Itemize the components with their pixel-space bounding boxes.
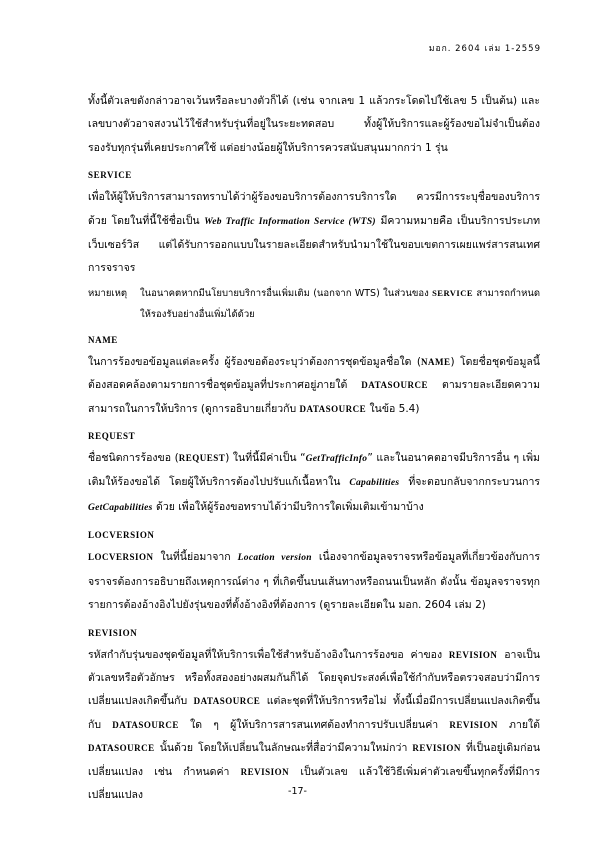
- service-text: มีความหมายคือ เป็นบริการประเภทเว็บเซอร์วิส แต่ได้รับการออกแบบในรายละเอียดสำหรับนำมาใช้ในขอบเขตการเผยแพร่สารสนเทศการจราจร: [88, 214, 541, 275]
- service-text: เพื่อให้ผู้ให้บริการสามารถทราบได้ว่าผู้ร้องขอบริการต้องการบริการใด ควรมีการระบุชื่อของบริการด้วย โดยในที่นี้ใช้ชื่อเป็น: [88, 191, 540, 227]
- note-text: [140, 283, 540, 325]
- revision-text: อาจเป็นตัวเลขหรือตัวอักษร หรือทั้งสองอย่างผสมกันก็ได้ โดยจุดประสงค์เพื่อใช้กำกับหรือตรวจสอบว่ามีการเปลี่ยนแปลงเกิดขึ้นกับ: [88, 648, 540, 708]
- intro-paragraph: ทั้งนี้ตัวเลขดังกล่าวอาจเว้นหรือละบางตัวก็ได้ (เช่น จากเลข 1 แล้วกระโดดไปใช้เลข 5 เป็นต้น) และเลขบางตัวอาจสงวนไว้ใช้สำหรับรุ่นที่อยู่ในระยะทดสอบ ทั้งผู้ให้บริการและผู้ร้องขอไม่จำเป็นต้องรองรับทุกรุ่นที่เคยประกาศใช้ แต่อย่างน้อยผู้ให้บริการควรสนับสนุนมากกว่า 1 รุ่น: [88, 95, 540, 154]
- revision-text: ที่เป็นอยู่เดิมก่อนเปลี่ยนแปลง เช่น กำหนดค่า: [88, 742, 540, 778]
- request-heading: REQUEST: [88, 431, 136, 442]
- request-keyword: REQUEST: [178, 453, 226, 464]
- gettrafficinfo-term: GetTrafficInfo: [305, 454, 368, 465]
- section-name: [88, 329, 540, 421]
- name-text: ในข้อ 5.4): [366, 402, 420, 415]
- revision-text: รหัสกำกับรุ่นของชุดข้อมูลที่ให้บริการเพื่อใช้สำหรับอ้างอิงในการร้องขอ ค่าของ: [88, 648, 449, 661]
- revision-keyword: REVISION: [449, 719, 498, 730]
- datasource-keyword: DATASOURCE: [112, 719, 179, 730]
- section-service: [88, 164, 540, 325]
- document-body: [88, 90, 540, 807]
- locversion-text: ในที่นี้ย่อมาจาก: [153, 551, 238, 564]
- revision-heading: REVISION: [88, 627, 138, 638]
- name-paragraph: [88, 351, 540, 421]
- name-text: ) โดยชื่อชุดข้อมูลนี้ต้องสอดคล้องตามรายการชื่อชุดข้อมูลที่ประกาศอยู่ภายใต้: [88, 355, 540, 392]
- getcapabilities-term: GetCapabilities: [88, 502, 153, 513]
- name-text: ตามรายละเอียดความสามารถในการให้บริการ (ดูการอธิบายเกี่ยวกับ: [88, 379, 541, 415]
- locversion-paragraph: [88, 546, 540, 617]
- locversion-keyword: LOCVERSION: [88, 552, 154, 563]
- service-keyword: SERVICE: [432, 287, 474, 298]
- revision-paragraph: [88, 644, 540, 808]
- note-text-part: ในอนาคตหากมีนโยบายบริการอื่นเพิ่มเติม (นอกจาก WTS) ในส่วนของ: [140, 287, 433, 299]
- revision-text: ใด ๆ ผู้ให้บริการสารสนเทศต้องทำการปรับเปลี่ยนค่า: [178, 718, 450, 731]
- revision-text: เป็นตัวเลข แล้วใช้วิธีเพิ่มค่าตัวเลขขึ้นทุกครั้งที่มีการเปลี่ยนแปลง: [88, 765, 541, 801]
- request-paragraph: [88, 447, 540, 520]
- note-label: หมายเหตุ: [88, 287, 128, 299]
- name-keyword: NAME: [420, 356, 451, 367]
- standard-number-header: มอก. 2604 เล่ม 1-2559: [428, 44, 541, 54]
- section-request: [88, 425, 540, 520]
- revision-text: นั้นด้วย โดยให้เปลี่ยนในลักษณะที่สื่อว่ามีความใหม่กว่า: [154, 742, 413, 755]
- section-locversion: [88, 524, 540, 617]
- service-name-term: Web Traffic Information Service (WTS): [204, 216, 376, 227]
- request-text: ชื่อชนิดการร้องขอ (: [88, 452, 179, 465]
- revision-keyword: REVISION: [240, 766, 290, 777]
- request-text: ” และในอนาคตอาจมีบริการอื่น ๆ เพิ่มเติมให้ร้องขอได้ โดยผู้ให้บริการต้องไปปรับแก้เนื้อหาใน: [88, 452, 540, 489]
- datasource-keyword: DATASOURCE: [88, 743, 155, 754]
- note-text-part: สามารถกำหนดให้รองรับอย่างอื่นเพิ่มได้ด้วย: [140, 287, 540, 320]
- revision-keyword: REVISION: [448, 649, 498, 660]
- locversion-heading: LOCVERSION: [88, 530, 155, 541]
- datasource-keyword: DATASOURCE: [193, 696, 261, 707]
- service-heading: SERVICE: [88, 170, 132, 181]
- name-text: ในการร้องขอข้อมูลแต่ละครั้ง ผู้ร้องขอต้องระบุว่าต้องการชุดข้อมูลชื่อใด (: [88, 355, 421, 368]
- revision-keyword: REVISION: [412, 743, 461, 754]
- request-text: ) ในที่นี้มีค่าเป็น “: [225, 452, 306, 465]
- revision-text: ภายใต้: [497, 718, 540, 731]
- datasource-keyword: DATASOURCE: [299, 403, 367, 414]
- location-version-term: Location version: [237, 553, 312, 564]
- page-number: -17-: [288, 786, 307, 797]
- datasource-keyword: DATASOURCE: [361, 380, 428, 391]
- locversion-text: เนื่องจากข้อมูลจราจรหรือข้อมูลที่เกี่ยวข้องกับการจราจรต้องการอธิบายถึงเหตุการณ์ต่าง ๆ ที่เกิดขึ้นบนเส้นทางหรือถนนเป็นหลัก ดังนั้น ข้อมูลจราจรทุกรายการต้องอ้างอิงไปยังรุ่นของที่ตั้งอ้างอิงที่ต้องการ (ดูรายละเอียดใน มอก. 2604 เล่ม 2): [88, 551, 540, 612]
- name-heading: NAME: [88, 334, 118, 345]
- request-text: ที่จะตอบกลับจากกระบวนการ: [399, 476, 540, 489]
- request-text: ด้วย เพื่อให้ผู้ร้องขอทราบได้ว่ามีบริการใดเพิ่มเติมเข้ามาบ้าง: [152, 500, 424, 513]
- capabilities-term: Capabilities: [349, 478, 400, 489]
- service-paragraph: [88, 186, 540, 281]
- section-revision: [88, 622, 540, 808]
- service-note: [88, 283, 540, 325]
- revision-text: แต่ละชุดที่ให้บริการหรือไม่ ทั้งนี้เมื่อมีการเปลี่ยนแปลงเกิดขึ้นกับ: [88, 695, 540, 731]
